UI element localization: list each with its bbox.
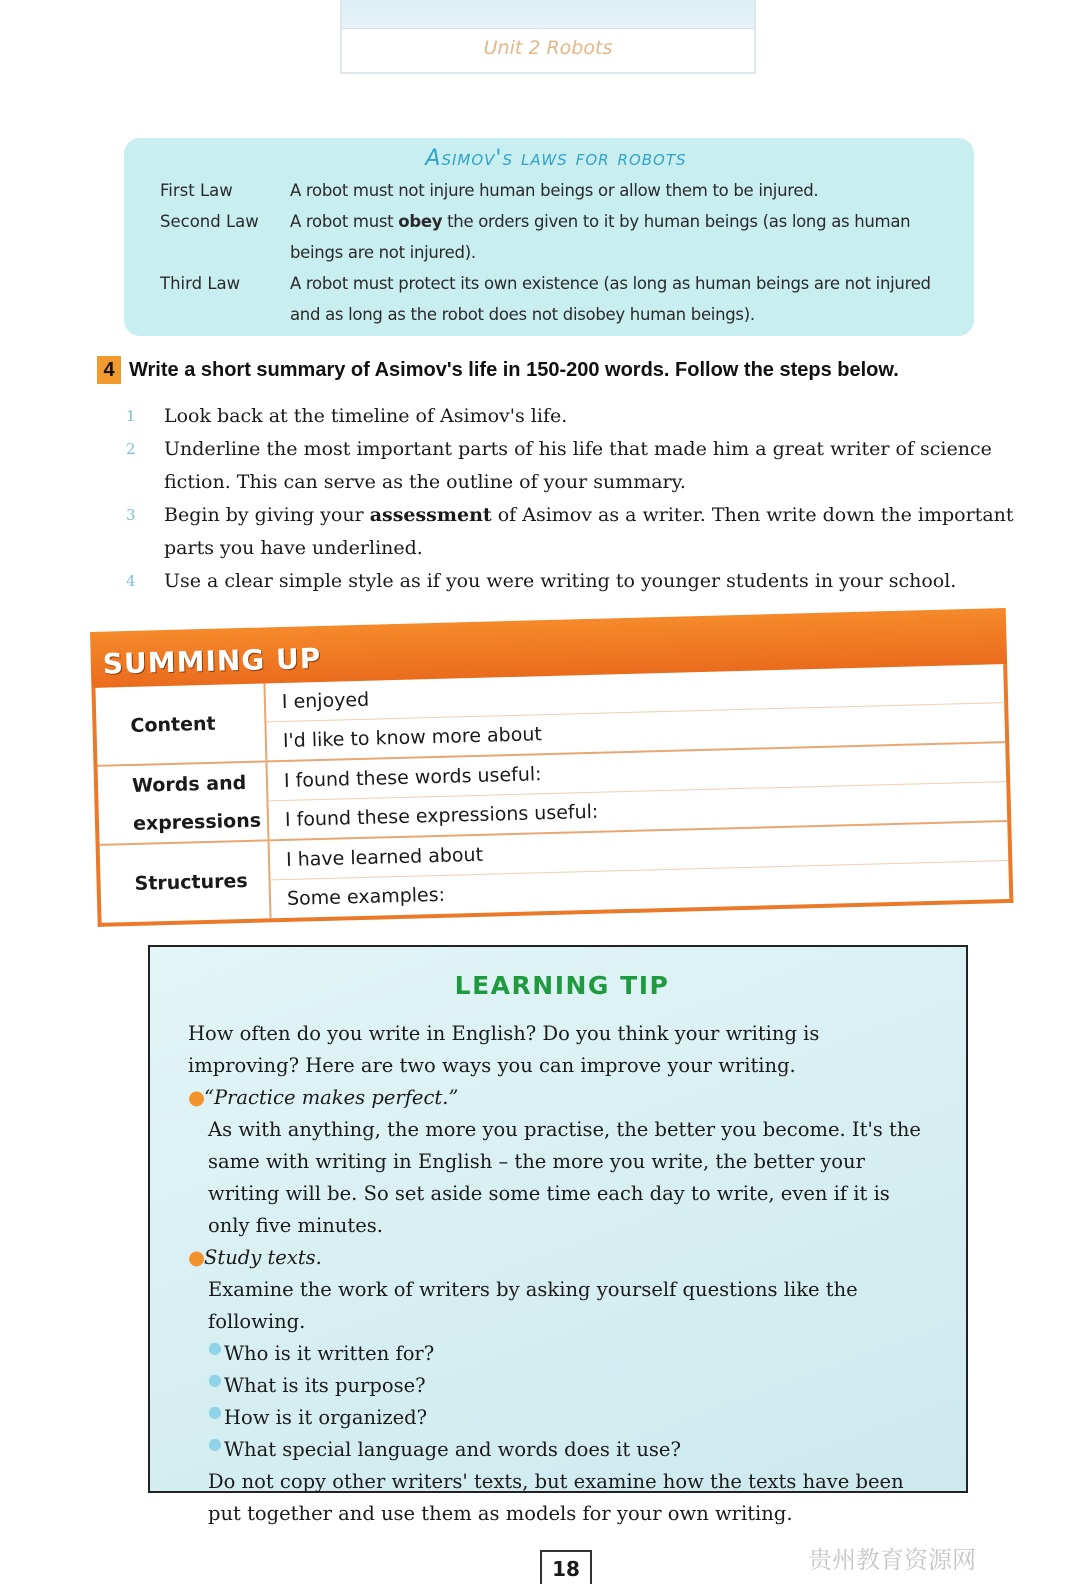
page-number: 18 [540,1550,592,1584]
step-number: 1 [126,407,136,425]
learning-tip-box [148,945,968,1525]
law-text: A robot must not injure human beings or allow them to be injured. [290,181,819,200]
tip-bullet-text: Study texts. [204,1246,322,1269]
tip-paragraph: Examine the work of writers by asking yourself questions like the following. [208,1278,858,1333]
table-cell: Some examples: [286,883,446,910]
tip-bullet [188,1242,936,1274]
step-number: 2 [126,440,136,458]
bullet-dot-icon: ● [208,1338,222,1357]
law-text: A robot must protect its own existence (as long as human beings are not injured and as long as the robot does not disobey human beings). [290,274,931,324]
photo-caption-box [340,0,756,74]
watermark: 贵州教育资源网 [808,1546,976,1574]
law-name: Second Law [160,212,259,231]
question-item [188,1370,936,1402]
row-label: Words and expressions [98,762,270,843]
exercise-steps [126,400,1016,598]
step-item [126,499,1016,565]
learning-tip-title: LEARNING TIP [454,971,670,1000]
step-number: 3 [126,506,136,524]
bullet-dot-icon: ● [188,1086,206,1109]
tip-intro: How often do you write in English? Do you think your writing is improving? Here are two ways you can improve your writing. [188,1022,820,1077]
question-item [188,1402,936,1434]
photo-strip [342,0,754,29]
question-text: What special language and words does it use? [224,1438,681,1461]
step-item [126,565,1016,598]
step-text-part: of Asimov as a writer. Then write down the important parts you have underlined. [164,504,1014,559]
law-text-part: A robot must [290,212,399,231]
question-item [188,1434,936,1466]
step-item [126,400,1016,433]
table-cell: I found these words useful: [267,743,1006,801]
summing-up-body [91,664,1013,927]
summing-up-title: SUMMING UP [102,641,322,681]
step-item [126,433,1016,499]
row-label: Structures [100,841,272,922]
table-cell: I enjoyed [265,664,1004,722]
table-cell: I found these expressions useful: [284,800,599,831]
row-label: Content [95,683,267,764]
table-cell: I have learned about [270,822,1009,880]
law-name: First Law [160,181,233,200]
exercise-instruction: Write a short summary of Asimov's life in 150-200 words. Follow the steps below. [129,358,899,381]
tip-bullet [188,1082,936,1114]
bullet-dot-icon: ● [188,1246,206,1269]
unit-caption: Unit 2 Robots [483,37,613,59]
step-text: Use a clear simple style as if you were writing to younger students in your school. [164,570,957,592]
bullet-dot-icon: ● [208,1434,222,1453]
step-text [164,499,1016,565]
law-text-part: the orders given to it by human beings (as long as human beings are not injured). [290,212,911,262]
question-text: How is it organized? [224,1406,428,1429]
exercise-heading [97,356,1017,384]
summing-up-table [90,608,1013,910]
bullet-dot-icon: ● [208,1402,222,1421]
tip-closing: Do not copy other writers' texts, but examine how the texts have been put together and use them as models for your own writing. [208,1470,904,1525]
law-text [290,206,952,268]
law-name: Third Law [160,274,241,293]
exercise-number: 4 [97,356,121,384]
question-text: What is its purpose? [224,1374,426,1397]
question-item [188,1338,936,1370]
table-cell: I'd like to know more about [282,723,543,752]
step-number: 4 [126,572,136,590]
asimov-laws-box [124,138,974,336]
bullet-dot-icon: ● [208,1370,222,1389]
law-second [160,206,952,268]
law-third [160,268,952,330]
step-text: Look back at the timeline of Asimov's life. [164,405,568,427]
laws-title: Asimov's laws for robots [425,146,687,171]
step-text-part: Begin by giving your [164,504,370,526]
tip-paragraph: As with anything, the more you practise, the better you become. It's the same with writing in English – the more you write, the better your writing will be. So set aside some time each day to write, even if it is only five minutes. [208,1118,921,1237]
tip-bullet-text: “Practice makes perfect.” [204,1086,459,1109]
law-first [160,175,952,206]
step-text: Underline the most important parts of his life that made him a great writer of science fiction. This can serve as the outline of your summary. [164,438,992,493]
step-text-bold: assessment [369,504,492,526]
law-text-bold: obey [398,212,443,231]
question-text: Who is it written for? [224,1342,435,1365]
